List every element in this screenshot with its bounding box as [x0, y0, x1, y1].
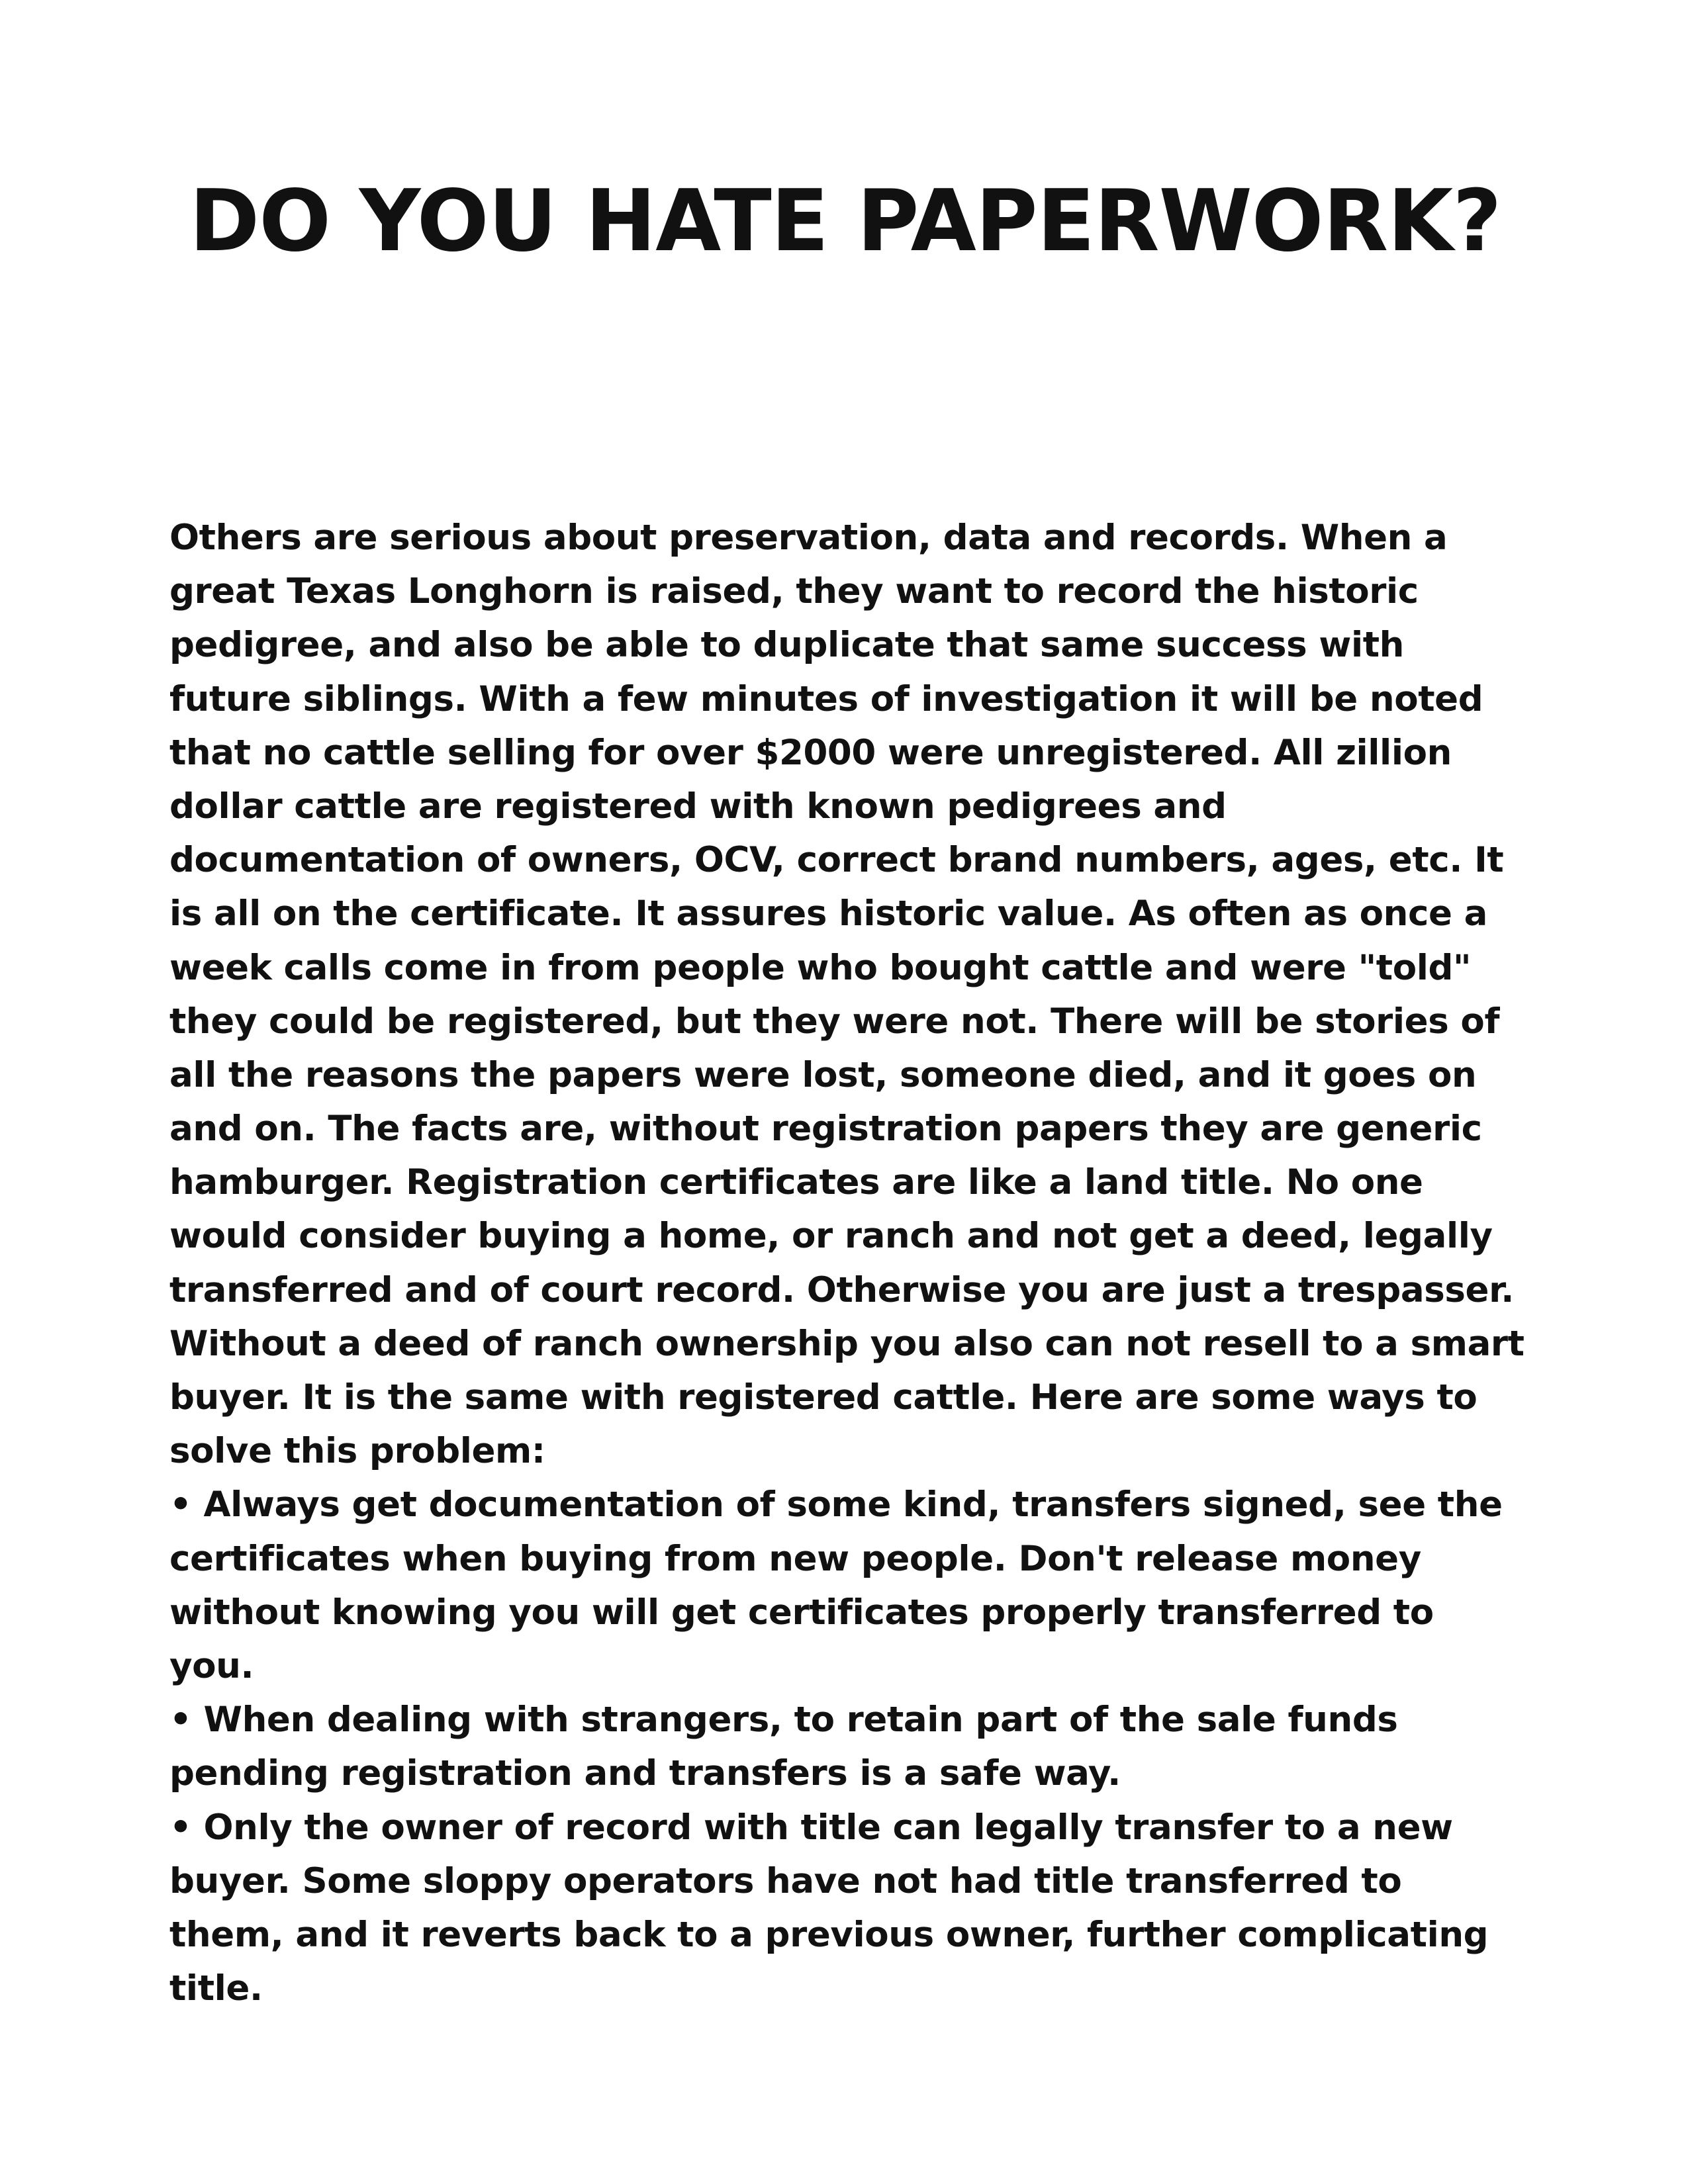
body-line: they could be registered, but they were not. There will be stories of	[169, 1001, 1500, 1042]
body-line: pending registration and transfers is a safe way.	[169, 1753, 1121, 1794]
body-line: that no cattle selling for over $2000 were unregistered. All zillion	[169, 732, 1452, 773]
body-line: future siblings. With a few minutes of investigation it will be noted	[169, 678, 1483, 719]
bullet-line: • When dealing with strangers, to retain part of the sale funds	[169, 1700, 1398, 1741]
body-line: title.	[169, 1968, 263, 2009]
body-line: great Texas Longhorn is raised, they want to record the historic	[169, 571, 1419, 612]
body-line: transferred and of court record. Otherwise you are just a trespasser.	[169, 1269, 1514, 1310]
body-line: without knowing you will get certificates properly transferred to	[169, 1592, 1434, 1633]
body-text	[169, 511, 1524, 2015]
body-line: all the reasons the papers were lost, someone died, and it goes on	[169, 1054, 1477, 1095]
body-line: Others are serious about preservation, data and records. When a	[169, 518, 1448, 558]
body-line: them, and it reverts back to a previous owner, further complicating	[169, 1914, 1489, 1955]
body-line: would consider buying a home, or ranch and not get a deed, legally	[169, 1216, 1493, 1257]
page-title: DO YOU HATE PAPERWORK?	[189, 172, 1501, 271]
body-line: and on. The facts are, without registration papers they are generic	[169, 1109, 1482, 1150]
body-line: dollar cattle are registered with known pedigrees and	[169, 786, 1227, 827]
body-line: buyer. It is the same with registered cattle. Here are some ways to	[169, 1377, 1477, 1418]
body-line: is all on the certificate. It assures historic value. As often as once a	[169, 893, 1487, 934]
body-line: week calls come in from people who bought cattle and were "told"	[169, 947, 1472, 988]
bullet-line: • Only the owner of record with title can legally transfer to a new	[169, 1807, 1453, 1848]
body-line: Without a deed of ranch ownership you also can not resell to a smart	[169, 1323, 1524, 1364]
body-line: solve this problem:	[169, 1431, 545, 1472]
bullet-line: • Always get documentation of some kind, transfers signed, see the	[169, 1484, 1503, 1525]
body-line: buyer. Some sloppy operators have not had title transferred to	[169, 1860, 1402, 1901]
body-line: documentation of owners, OCV, correct brand numbers, ages, etc. It	[169, 840, 1504, 881]
body-line: you.	[169, 1645, 254, 1686]
body-line: hamburger. Registration certificates are like a land title. No one	[169, 1162, 1423, 1203]
body-line: certificates when buying from new people. Don't release money	[169, 1538, 1421, 1579]
body-line: pedigree, and also be able to duplicate that same success with	[169, 625, 1404, 666]
